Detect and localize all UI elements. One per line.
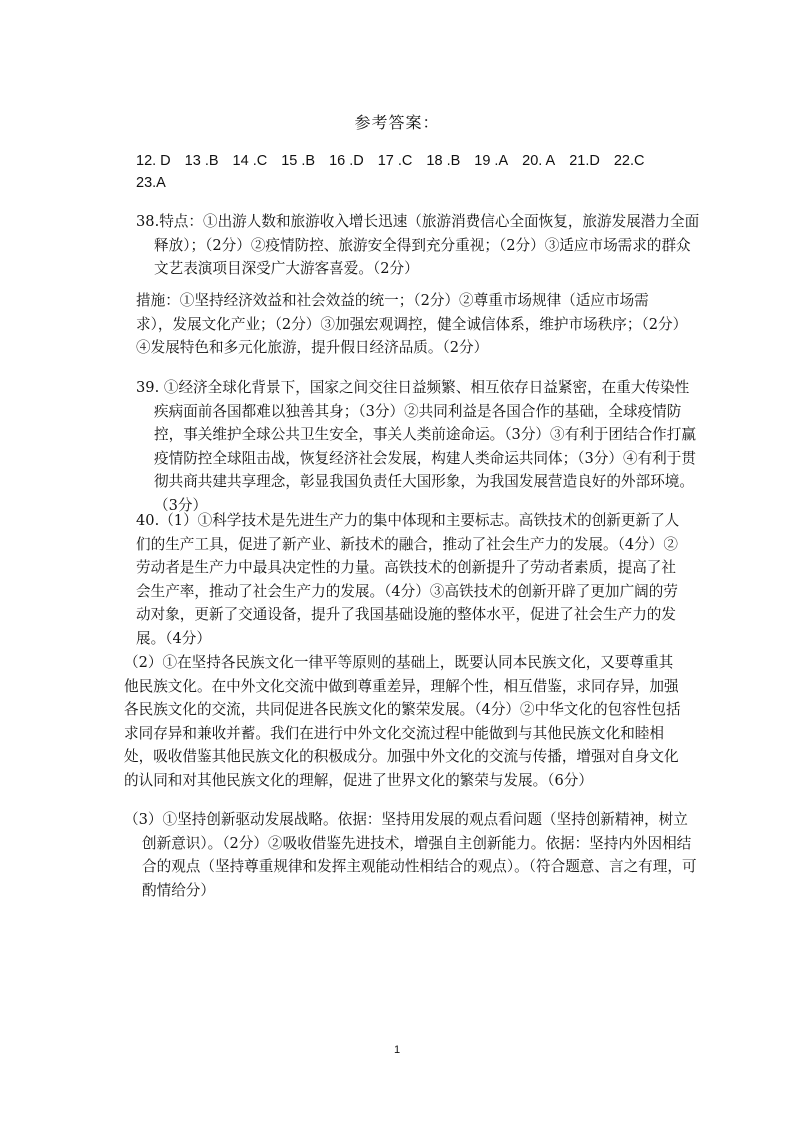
answer-key-list [136,150,696,194]
q38-features: 38.特点：①出游人数和旅游收入增长迅速（旅游消费信心全面恢复，旅游发展潜力全面释放）；（2分）②疫情防控、旅游安全得到充分重视；（2分）③适应市场需求的群众文艺表演项目深受广大游客喜爱。（2分） [136,213,700,278]
answer-item: 23.A [136,175,166,191]
page-number: 1 [393,1044,401,1056]
page-title: 参考答案： [354,113,440,132]
answer-item: 16 .D [329,153,364,169]
answer-item: 15 .B [281,153,316,169]
q38-measures: 措施：①坚持经济效益和社会效益的统一；（2分）②尊重市场规律（适应市场需求），发展文化产业；（2分）③加强宏观调控，健全诚信体系，维护市场秩序；（2分）④发展特色和多元化旅游，提升假日经济品质。（2分） [136,292,680,357]
q39-answer: 39. ①经济全球化背景下，国家之间交往日益频繁、相互依存日益紧密，在重大传染性疾病面前各国都难以独善其身；（3分）②共同利益是各国合作的基础，全球疫情防控，事关维护全球公共卫生安全，事关人类前途命运。（3分）③有利于团结合作打赢疫情防控全球阻击战，恢复经济社会发展，构建人类命运共同体；（3分）④有利于贯彻共商共建共享理念，彰显我国负责任大国形象，为我国发展营造良好的外部环境。（3分） [136,379,696,514]
answer-item: 19 .A [474,153,509,169]
answer-item: 22.C [613,153,645,169]
answer-item: 14 .C [232,153,268,169]
answer-item: 12. D [136,153,171,169]
answer-item: 21.D [569,153,600,169]
answer-item: 18 .B [426,153,461,169]
answer-item: 13 .B [184,153,219,169]
q40-part2: （2）①在坚持各民族文化一律平等原则的基础上，既要认同本民族文化，又要尊重其他民族文化。在中外文化交流中做到尊重差异，理解个性，相互借鉴，求同存异，加强各民族文化的交流，共同促进各民族文化的繁荣发展。（4分）②中华文化的包容性包括求同存异和兼收并蓄。我们在进行中外文化交流过程中能做到与其他民族文化和睦相处，吸收借鉴其他民族文化的积极成分。加强中外文化的交流与传播，增强对自身文化的认同和对其他民族文化的理解，促进了世界文化的繁荣与发展。（6分） [124,654,681,789]
answer-item: 20. A [522,153,556,169]
q40-part1: 40.（1）①科学技术是先进生产力的集中体现和主要标志。高铁技术的创新更新了人们的生产工具，促进了新产业、新技术的融合，推动了社会生产力的发展。（4分）②劳动者是生产力中最具决定性的力量。高铁技术的创新提升了劳动者素质，提高了社会生产率，推动了社会生产力的发展。（4分）③高铁技术的创新开辟了更加广阔的劳动对象，更新了交通设备，提升了我国基础设施的整体水平，促进了社会生产力的发展。（4分） [136,512,680,647]
answer-item: 17 .C [377,153,413,169]
q40-part3: （3）①坚持创新驱动发展战略。依据：坚持用发展的观点看问题（坚持创新精神，树立创新意识）。（2分）②吸收借鉴先进技术，增强自主创新能力。依据：坚持内外因相结合的观点（坚持尊重规律和发挥主观能动性相结合的观点）。（符合题意、言之有理，可酌情给分） [124,811,697,899]
